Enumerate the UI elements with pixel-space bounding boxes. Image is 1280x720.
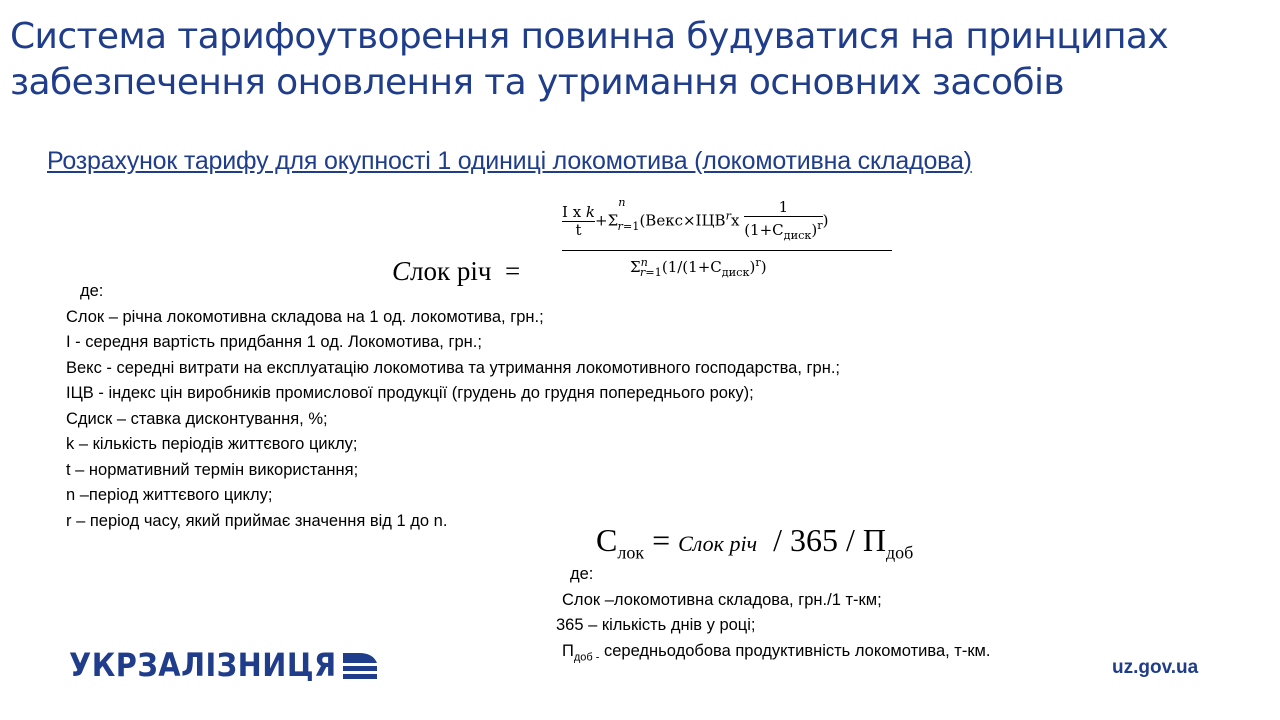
legend-line: r – період часу, який приймає значення від 1 до n. <box>66 511 448 530</box>
fraction-bar <box>562 250 892 251</box>
formula-legend <box>66 279 840 534</box>
ukrzaliznytsia-logo <box>69 645 379 685</box>
legend-line: І - середня вартість придбання 1 од. Локомотива, грн.; <box>66 333 482 351</box>
unit-cost-formula: $C_{лок}$ = Cлок річ / $365 / П_{доб}$ <box>596 522 914 563</box>
legend2-line: $П_{доб -}$ середньодобова продуктивність локомотива, т-км. <box>562 641 991 663</box>
legend-line: Слок – річна локомотивна складова на 1 од. локомотива, грн.; <box>66 307 544 326</box>
logo-text: УКРЗАЛІЗНИЦЯ <box>69 646 337 684</box>
legend-line: k – кількість періодів життєвого циклу; <box>66 435 358 453</box>
formula-lhs: Cлок річ = <box>392 256 521 286</box>
formula-numerator: $\frac{\text{I x k}}{t}$ $+\Sigma^n_{r=1}(Векс\times ІЦВ^rx$ 1 $(1+С_{диск})^r$ ) <box>562 195 829 242</box>
annual-locomotive-formula <box>392 195 902 290</box>
formula-denominator: $\Sigma^n_{r=1}(1/(1+С_{диск})^r)$ <box>630 256 767 279</box>
legend2-line: Слок –локомотивна складова, грн./1 т-км; <box>562 590 882 609</box>
formula2-sub: доб <box>885 542 914 563</box>
legend-line: Векс - середні витрати на експлуатацію локомотива та утримання локомотивного господарства, грн.; <box>66 358 840 377</box>
legend-intro: де: <box>80 282 104 300</box>
train-icon <box>339 649 379 681</box>
legend-line: Сдиск – ставка дисконтування, %; <box>66 409 328 428</box>
legend2-line: 365 – кількість днів у році; <box>556 616 756 634</box>
legend-line: ІЦВ - індекс цін виробників промислової продукції (грудень до грудня попереднього року); <box>66 384 754 402</box>
website-link[interactable]: uz.gov.ua <box>1112 657 1199 678</box>
slide-title: Система тарифоутворення повинна будуватися на принципах забезпечення оновлення та утримання основних засобів <box>10 16 1169 103</box>
legend-line: n –період життєвого циклу; <box>66 486 273 504</box>
slide-subtitle: Розрахунок тарифу для окупності 1 одиниці локомотива (локомотивна складова) <box>47 147 972 175</box>
unit-cost-legend <box>556 562 990 670</box>
legend2-intro: де: <box>570 565 594 583</box>
legend-line: t – нормативний термін використання; <box>66 460 359 479</box>
